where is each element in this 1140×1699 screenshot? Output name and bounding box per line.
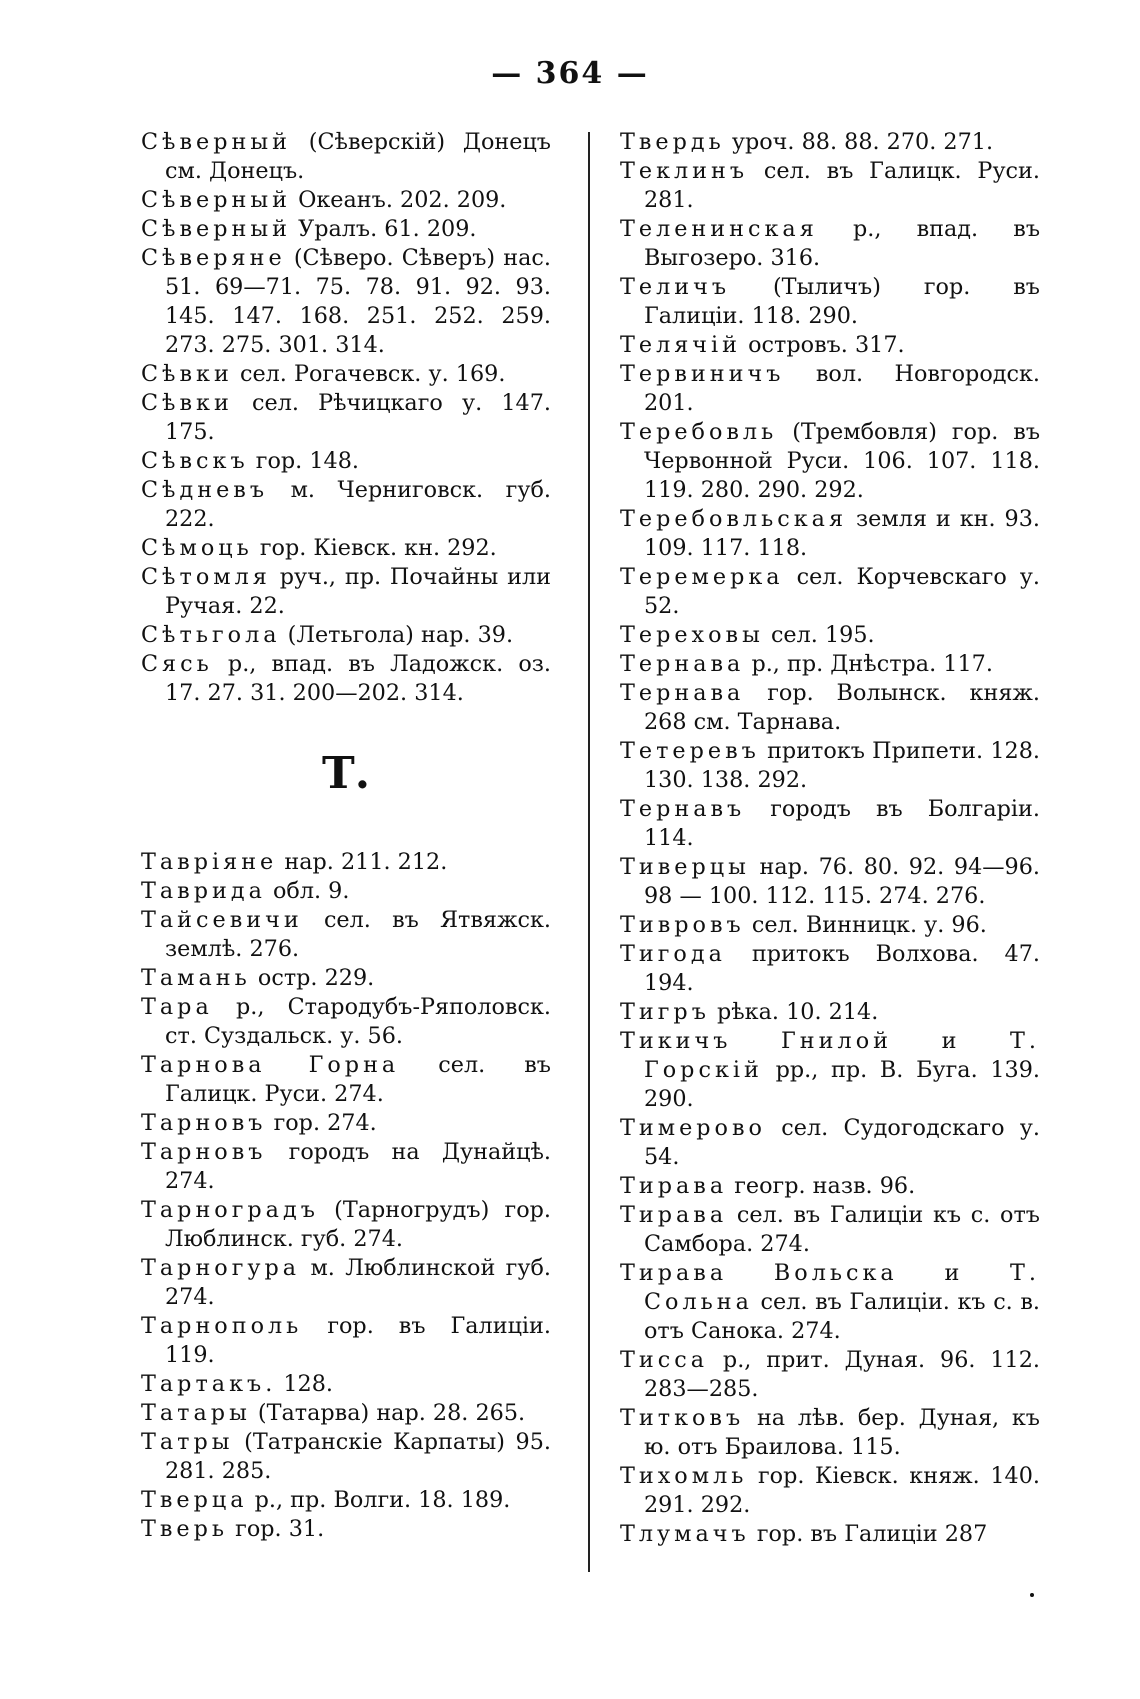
entry-headword: Тереховы bbox=[620, 622, 764, 648]
index-entry bbox=[141, 906, 551, 964]
entry-headword: Тирава bbox=[620, 1173, 728, 1199]
index-entry bbox=[620, 737, 1040, 795]
entry-headword: Тарновъ bbox=[141, 1110, 267, 1136]
entry-text: сел. въ Галицк. Руси. 281. bbox=[644, 158, 1040, 213]
entry-headword: Сѣвки bbox=[141, 390, 233, 416]
entry-headword: Тернава bbox=[620, 680, 745, 706]
index-entry bbox=[141, 993, 551, 1051]
index-entry bbox=[620, 563, 1040, 621]
index-entry bbox=[141, 1399, 551, 1428]
entry-headword: Сясь bbox=[141, 651, 213, 677]
entry-text: сел. Судогодскаго у. 54. bbox=[644, 1115, 1040, 1170]
entry-headword: Тверь bbox=[141, 1516, 229, 1542]
entry-text: сел. въ Ятвяжск. землѣ. 276. bbox=[165, 907, 551, 962]
entry-headword: Теклинъ bbox=[620, 158, 749, 184]
index-entry bbox=[141, 1312, 551, 1370]
entry-headword: Тартакъ. bbox=[141, 1371, 277, 1397]
index-entry bbox=[141, 447, 551, 476]
entry-text: сел. въ Галиціи. къ с. в. отъ Санока. 274. bbox=[644, 1289, 1040, 1344]
entry-headword: Тайсевичи bbox=[141, 907, 303, 933]
index-entry bbox=[620, 157, 1040, 215]
entry-text: (Тарногрудъ) гор. Люблинск. губ. 274. bbox=[165, 1197, 551, 1252]
entry-headword: Тиверцы bbox=[620, 854, 750, 880]
entry-headword: Тивровъ bbox=[620, 912, 745, 938]
entry-headword: Тервиничъ bbox=[620, 361, 785, 387]
entry-text: Океанъ. 202. 209. bbox=[298, 187, 507, 213]
column-divider bbox=[588, 132, 590, 1572]
entry-text: островъ. 317. bbox=[748, 332, 905, 358]
index-entry bbox=[141, 1370, 551, 1399]
index-entry bbox=[620, 911, 1040, 940]
index-entry bbox=[620, 1520, 1040, 1549]
entry-headword: Тавріяне bbox=[141, 849, 278, 875]
page-mark bbox=[1030, 1593, 1034, 1597]
entry-headword: Тарновъ bbox=[141, 1139, 267, 1165]
index-entry bbox=[141, 215, 551, 244]
entry-text: (Трембовля) гор. въ Червонной Руси. 106. 107. 118. 119. 280. 290. 292. bbox=[644, 419, 1041, 503]
entry-text: сел. въ Галицк. Руси. 274. bbox=[165, 1052, 551, 1107]
entry-text: р., пр. Волги. 18. 189. bbox=[254, 1487, 511, 1513]
index-entry bbox=[620, 505, 1040, 563]
entry-text: уроч. 88. 88. 270. 271. bbox=[731, 129, 994, 155]
entries-right bbox=[620, 128, 1040, 1549]
entry-text: р., впад. въ Ладожск. оз. 17. 27. 31. 200—202. 314. bbox=[165, 651, 551, 706]
entry-text: сел. 195. bbox=[770, 622, 875, 648]
entry-text: земля и кн. 93. 109. 117. 118. bbox=[644, 506, 1040, 561]
entry-text: притокъ Припети. 128. 130. 138. 292. bbox=[644, 738, 1040, 793]
entry-text: сел. въ Галиціи къ с. отъ Самбора. 274. bbox=[644, 1202, 1040, 1257]
entry-text: р., Стародубъ-Ряполовск. ст. Суздальск. у. 56. bbox=[165, 994, 551, 1049]
page-number: — 364 — bbox=[491, 56, 649, 91]
index-entry bbox=[620, 128, 1040, 157]
entry-text: гор. Кіевск. княж. 140. 291. 292. bbox=[644, 1463, 1041, 1518]
index-entry bbox=[141, 1109, 551, 1138]
index-entry bbox=[141, 389, 551, 447]
entry-text: м. Люблинской губ. 274. bbox=[165, 1255, 551, 1310]
entry-text: сел. Рогачевск. у. 169. bbox=[239, 361, 506, 387]
entry-headword: Тамань bbox=[141, 965, 251, 991]
index-entry bbox=[141, 1196, 551, 1254]
index-entry bbox=[141, 1051, 551, 1109]
entry-text: гор. Волынск. княж. 268 см. Тарнава. bbox=[644, 680, 1040, 735]
index-entry bbox=[141, 621, 551, 650]
entry-headword: Теличъ bbox=[620, 274, 731, 300]
entry-headword: Сѣверный bbox=[141, 216, 291, 242]
entry-headword: Тикичъ Гнилой и Т. Горскій bbox=[620, 1028, 1040, 1083]
entry-headword: Сѣвки bbox=[141, 361, 233, 387]
index-entry bbox=[141, 1515, 551, 1544]
entry-headword: Тигода bbox=[620, 941, 726, 967]
entry-text: р., впад. въ Выгозеро. 316. bbox=[644, 216, 1040, 271]
letter-heading: Т. bbox=[321, 748, 371, 799]
index-entry bbox=[620, 215, 1040, 273]
entry-text: гор. 274. bbox=[273, 1110, 377, 1136]
entry-headword: Сѣдневъ bbox=[141, 477, 269, 503]
entry-headword: Твердь bbox=[620, 129, 725, 155]
index-entry bbox=[141, 476, 551, 534]
index-entry bbox=[141, 1138, 551, 1196]
index-entry bbox=[620, 1404, 1040, 1462]
entry-headword: Тирава Вольска и Т. Сольна bbox=[620, 1260, 1040, 1315]
entry-text: м. Черниговск. губ. 222. bbox=[165, 477, 551, 532]
entry-text: руч., пр. Почайны или Ручая. 22. bbox=[165, 564, 551, 619]
entry-headword: Тарногура bbox=[141, 1255, 301, 1281]
entry-text: городъ на Дунайцѣ. 274. bbox=[165, 1139, 551, 1194]
entry-headword: Сѣверный bbox=[141, 129, 291, 155]
entry-headword: Тетеревъ bbox=[620, 738, 760, 764]
index-entry bbox=[141, 128, 551, 186]
entry-text: сел. Винницк. у. 96. bbox=[751, 912, 987, 938]
entry-text: городъ въ Болгаріи. 114. bbox=[644, 796, 1040, 851]
index-entry bbox=[620, 331, 1040, 360]
entry-headword: Татары bbox=[141, 1400, 251, 1426]
index-entry bbox=[141, 650, 551, 708]
index-entry bbox=[620, 795, 1040, 853]
index-entry bbox=[620, 1172, 1040, 1201]
index-entry bbox=[620, 621, 1040, 650]
index-entry bbox=[620, 1201, 1040, 1259]
index-entry bbox=[141, 848, 551, 877]
entry-text: гор. въ Галиціи 287 bbox=[756, 1521, 988, 1547]
entry-text: (Летьгола) нар. 39. bbox=[287, 622, 514, 648]
index-entry bbox=[620, 360, 1040, 418]
entry-text: сел. Рѣчицкаго у. 147. 175. bbox=[165, 390, 551, 445]
entry-headword: Тирава bbox=[620, 1202, 728, 1228]
index-entry bbox=[141, 244, 551, 360]
entry-text: вол. Новгородск. 201. bbox=[644, 361, 1040, 416]
index-entry bbox=[620, 418, 1040, 505]
entry-headword: Тара bbox=[141, 994, 213, 1020]
entry-text: геогр. назв. 96. bbox=[734, 1173, 916, 1199]
entry-text: Уралъ. 61. 209. bbox=[298, 216, 477, 242]
entry-headword: Сѣтомля bbox=[141, 564, 271, 590]
left-column bbox=[141, 128, 551, 1544]
entry-text: (Сѣверо. Сѣверъ) нас. 51. 69—71. 75. 78. 91. 92. 93. 145. 147. 168. 251. 252. 259. 273. 275. 301. 314. bbox=[165, 245, 551, 358]
entry-headword: Тисса bbox=[620, 1347, 709, 1373]
entry-text: притокъ Волхова. 47. 194. bbox=[644, 941, 1040, 996]
entry-text: нар. 211. 212. bbox=[284, 849, 448, 875]
index-entry bbox=[141, 964, 551, 993]
entry-text: (Татарва) нар. 28. 265. bbox=[257, 1400, 526, 1426]
entry-headword: Тихомль bbox=[620, 1463, 748, 1489]
index-entry bbox=[141, 186, 551, 215]
index-entry bbox=[141, 534, 551, 563]
entry-text: гор. 31. bbox=[235, 1516, 325, 1542]
entry-headword: Тарноградъ bbox=[141, 1197, 319, 1223]
entry-headword: Теленинская bbox=[620, 216, 818, 242]
index-entry bbox=[620, 1114, 1040, 1172]
entry-headword: Титковъ bbox=[620, 1405, 745, 1431]
index-entry bbox=[141, 563, 551, 621]
entry-headword: Сѣверный bbox=[141, 187, 291, 213]
entry-headword: Тлумачъ bbox=[620, 1521, 750, 1547]
entry-text: (Татранскіе Карпаты) 95. 281. 285. bbox=[165, 1429, 551, 1484]
entry-text: (Тыличъ) гор. въ Галиціи. 118. 290. bbox=[644, 274, 1040, 329]
entry-text: (Сѣверскій) Донецъ см. Донецъ. bbox=[165, 129, 551, 184]
index-entry bbox=[620, 273, 1040, 331]
index-entry bbox=[141, 1254, 551, 1312]
entry-headword: Тигръ bbox=[620, 999, 710, 1025]
entry-headword: Сѣмоць bbox=[141, 535, 253, 561]
entries-after bbox=[141, 848, 551, 1544]
index-entry bbox=[620, 940, 1040, 998]
entry-text: нар. 76. 80. 92. 94—96. 98 — 100. 112. 115. 274. 276. bbox=[644, 854, 1041, 909]
entry-text: обл. 9. bbox=[272, 878, 350, 904]
index-entry bbox=[620, 998, 1040, 1027]
entry-headword: Тверца bbox=[141, 1487, 248, 1513]
entry-headword: Тернавъ bbox=[620, 796, 746, 822]
entry-headword: Сѣверяне bbox=[141, 245, 286, 271]
index-entry bbox=[141, 1486, 551, 1515]
right-column bbox=[620, 128, 1040, 1549]
entry-headword: Теребовльская bbox=[620, 506, 848, 532]
index-entry bbox=[141, 877, 551, 906]
index-entry bbox=[141, 360, 551, 389]
index-entry bbox=[620, 853, 1040, 911]
entry-text: гор. въ Галиціи. 119. bbox=[165, 1313, 551, 1368]
entry-headword: Таврида bbox=[141, 878, 266, 904]
index-entry bbox=[141, 1428, 551, 1486]
entry-headword: Сѣтьгола bbox=[141, 622, 281, 648]
entry-text: рѣка. 10. 214. bbox=[716, 999, 879, 1025]
index-entry bbox=[620, 650, 1040, 679]
index-entry bbox=[620, 1027, 1040, 1114]
entry-text: р., прит. Дуная. 96. 112. 283—285. bbox=[644, 1347, 1041, 1402]
entry-text: р., пр. Днѣстра. 117. bbox=[751, 651, 993, 677]
entry-text: остр. 229. bbox=[257, 965, 375, 991]
entry-text: сел. Корчевскаго у. 52. bbox=[644, 564, 1040, 619]
entry-headword: Тимерово bbox=[620, 1115, 766, 1141]
entry-text: гор. 148. bbox=[255, 448, 359, 474]
entry-headword: Тарнополь bbox=[141, 1313, 303, 1339]
index-entry bbox=[620, 1346, 1040, 1404]
entry-headword: Тарнова Горна bbox=[141, 1052, 400, 1078]
entry-headword: Тернава bbox=[620, 651, 745, 677]
index-entry bbox=[620, 679, 1040, 737]
entries-before bbox=[141, 128, 551, 708]
entry-headword: Телячій bbox=[620, 332, 742, 358]
entry-headword: Теремерка bbox=[620, 564, 784, 590]
entry-text: 128. bbox=[283, 1371, 334, 1397]
entry-headword: Теребовль bbox=[620, 419, 778, 445]
entry-headword: Татры bbox=[141, 1429, 234, 1455]
entry-headword: Сѣвскъ bbox=[141, 448, 249, 474]
index-entry bbox=[620, 1462, 1040, 1520]
entry-text: рр., пр. В. Буга. 139. 290. bbox=[644, 1057, 1040, 1112]
index-entry bbox=[620, 1259, 1040, 1346]
entry-text: на лѣв. бер. Дуная, къ ю. отъ Браилова. 115. bbox=[644, 1405, 1040, 1460]
entry-text: гор. Кіевск. кн. 292. bbox=[259, 535, 497, 561]
